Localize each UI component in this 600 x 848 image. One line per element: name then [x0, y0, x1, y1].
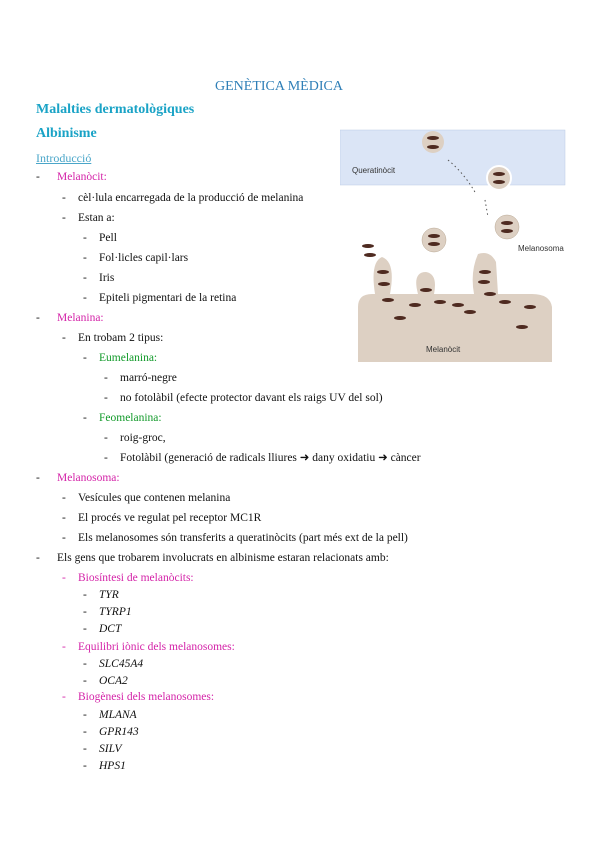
gene-group-label: Biogènesi dels melanosomes: — [78, 691, 215, 703]
list-item: Pell — [99, 232, 117, 244]
bullet: - — [83, 252, 87, 264]
list-item: Iris — [99, 272, 115, 284]
melanosoma-label: Melanosoma: — [57, 472, 120, 484]
bullet: - — [83, 760, 87, 772]
bullet: - — [36, 552, 40, 564]
list-item: Fol·licles capil·lars — [99, 252, 189, 264]
bullet: - — [36, 472, 40, 484]
figure-svg — [340, 122, 575, 362]
eumelanina-label: Eumelanina: — [99, 352, 158, 364]
melanosome-transfer-figure — [340, 122, 575, 362]
bullet: - — [83, 589, 87, 601]
bullet: - — [83, 412, 87, 424]
genes-intro: Els gens que trobarem involucrats en albinisme estaran relacionats amb: — [57, 552, 389, 564]
list-item: El procés ve regulat pel receptor MC1R — [78, 512, 262, 524]
bullet: - — [104, 452, 108, 464]
bullet: - — [83, 726, 87, 738]
bullet: - — [36, 312, 40, 324]
intro-heading: Introducció — [36, 151, 92, 165]
melanosome-label: Melanosoma — [518, 244, 564, 253]
gene-name: GPR143 — [99, 726, 139, 738]
bullet: - — [36, 171, 40, 183]
bullet: - — [62, 532, 66, 544]
keratinocyte-label: Queratinòcit — [352, 166, 396, 175]
bullet: - — [83, 743, 87, 755]
bullet: - — [62, 691, 66, 703]
page-title: GENÈTICA MÈDICA — [215, 79, 343, 94]
gene-group-label: Equilibri iònic dels melanosomes: — [78, 641, 235, 653]
melanosome — [495, 215, 519, 239]
bullet: - — [104, 392, 108, 404]
subsection-heading: Albinisme — [36, 126, 97, 141]
bullet: - — [104, 372, 108, 384]
bullet: - — [104, 432, 108, 444]
bullet: - — [62, 192, 66, 204]
list-item: Vesícules que contenen melanina — [78, 492, 231, 504]
section-heading: Malalties dermatològiques — [36, 102, 195, 117]
gene-name: SLC45A4 — [99, 658, 144, 670]
bullet: - — [83, 352, 87, 364]
bullet: - — [62, 641, 66, 653]
list-item: Fotolàbil (generació de radicals lliures ➜ dany oxidatiu ➜ càncer — [120, 452, 421, 464]
bullet: - — [62, 512, 66, 524]
bullet: - — [83, 675, 87, 687]
list-item: no fotolàbil (efecte protector davant els raigs UV del sol) — [120, 392, 383, 404]
melanocyte-label: Melanòcit — [426, 345, 461, 354]
bullet: - — [83, 232, 87, 244]
gene-name: DCT — [99, 623, 122, 635]
list-item: marró-negre — [120, 372, 177, 384]
bullet: - — [83, 709, 87, 721]
bullet: - — [62, 332, 66, 344]
feomelanina-label: Feomelanina: — [99, 412, 162, 424]
melanosome — [487, 166, 511, 190]
list-item: cèl·lula encarregada de la producció de melanina — [78, 192, 304, 204]
gene-name: OCA2 — [99, 675, 128, 687]
list-item: En trobam 2 tipus: — [78, 332, 164, 344]
gene-name: TYRP1 — [99, 606, 132, 618]
bullet: - — [83, 606, 87, 618]
gene-name: SILV — [99, 743, 122, 755]
gene-name: MLANA — [99, 709, 137, 721]
melanina-label: Melanina: — [57, 312, 104, 324]
trajectory-line — [485, 200, 488, 217]
list-item: Epiteli pigmentari de la retina — [99, 292, 237, 304]
gene-group-label: Biosíntesi de melanòcits: — [78, 572, 194, 584]
melanosome — [422, 228, 446, 252]
keratinocyte-cell — [340, 130, 565, 185]
gene-name: TYR — [99, 589, 119, 601]
list-item: Els melanosomes són transferits a queratinòcits (part més ext de la pell) — [78, 532, 408, 544]
bullet: - — [83, 623, 87, 635]
bullet: - — [62, 572, 66, 584]
bullet: - — [83, 272, 87, 284]
gene-name: HPS1 — [99, 760, 126, 772]
list-item: Estan a: — [78, 212, 115, 224]
list-item: roig-groc, — [120, 432, 166, 444]
bullet: - — [83, 292, 87, 304]
bullet: - — [62, 492, 66, 504]
bullet: - — [62, 212, 66, 224]
bullet: - — [83, 658, 87, 670]
melanosome — [422, 131, 444, 153]
melanocit-label: Melanòcit: — [57, 171, 107, 183]
